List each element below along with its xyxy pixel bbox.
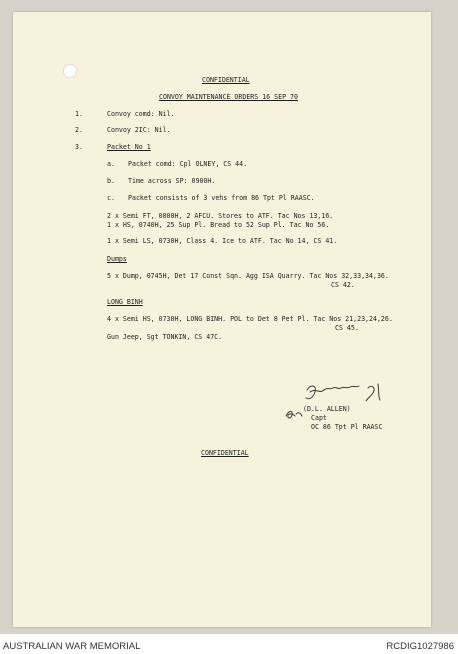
item-3-text: Packet No 1 <box>107 143 151 151</box>
signature-unit: OC 86 Tpt Pl RAASC <box>311 423 383 431</box>
packet-c-text: Packet consists of 3 vehs from 86 Tpt Pl RAASC. <box>128 194 315 202</box>
vehicle-line-1: 2 x Semi FT, 0800H, 2 AFCU. Stores to ATF. Tac Nos 13,16. <box>107 212 334 220</box>
packet-c-letter: c. <box>107 194 115 202</box>
packet-b-text: Time across SP: 0900H. <box>128 177 216 185</box>
footer-record-id: RCDIG1027986 <box>386 641 454 652</box>
dumps-heading: Dumps <box>107 255 127 263</box>
dumps-line: 5 x Dump, 0745H, Det 17 Const Sqn. Agg ISA Quarry. Tac Nos 32,33,34,36. <box>107 272 389 280</box>
item-2-text: Convoy 2IC: Nil. <box>107 126 171 134</box>
vehicle-line-2: 1 x HS, 0740H, 25 Sup Pl. Bread to 52 Sup Pl. Tac No 56. <box>107 221 330 229</box>
dumps-line-cont: CS 42. <box>331 281 355 289</box>
footer-source: AUSTRALIAN WAR MEMORIAL <box>3 641 141 652</box>
item-1-text: Convoy comd: Nil. <box>107 110 175 118</box>
signature-rank: Capt <box>311 414 327 422</box>
item-3-number: 3. <box>75 143 83 151</box>
document-page <box>13 12 431 627</box>
item-1-number: 1. <box>75 110 83 118</box>
gun-jeep-line: Gun Jeep, Sgt TONKIN, CS 47C. <box>107 333 223 341</box>
document-title: CONVOY MAINTENANCE ORDERS 16 SEP 70 <box>159 93 298 101</box>
vehicle-line-3: 1 x Semi LS, 0730H, Class 4. Ice to ATF. Tac No 14, CS 41. <box>107 237 338 245</box>
punch-hole <box>63 64 77 78</box>
signature-name: (D.L. ALLEN) <box>303 405 351 413</box>
packet-a-letter: a. <box>107 160 115 168</box>
header-classification: CONFIDENTIAL <box>202 76 250 84</box>
archive-footer <box>0 634 458 654</box>
handwritten-signature <box>280 382 410 432</box>
packet-b-letter: b. <box>107 177 115 185</box>
long-binh-line-cont: CS 45. <box>335 324 359 332</box>
packet-a-text: Packet comd: Cpl OLNEY, CS 44. <box>128 160 248 168</box>
item-2-number: 2. <box>75 126 83 134</box>
long-binh-line: 4 x Semi HS, 0730H, LONG BINH. POL to Det 8 Pet Pl. Tac Nos 21,23,24,26. <box>107 315 393 323</box>
footer-classification: CONFIDENTIAL <box>201 449 249 457</box>
long-binh-heading: LONG BINH <box>107 298 143 306</box>
